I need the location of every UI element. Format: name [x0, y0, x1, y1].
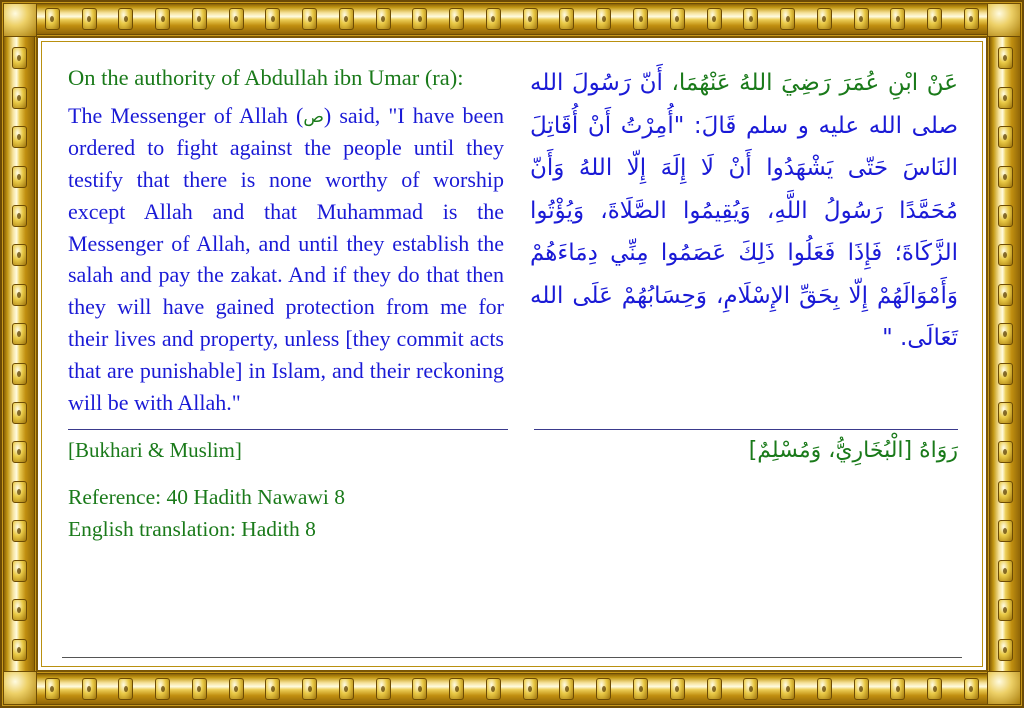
frame-corner-ornament	[3, 3, 37, 37]
column-spacer	[510, 54, 524, 419]
arabic-hadith-text	[530, 62, 958, 360]
text-columns	[58, 54, 966, 419]
english-divider	[68, 429, 508, 430]
frame-corner-ornament	[3, 671, 37, 705]
reference-line: Reference: 40 Hadith Nawawi 8	[68, 484, 346, 509]
gold-frame-band-top	[3, 3, 1021, 35]
english-hadith-text	[68, 100, 504, 419]
english-source: [Bukhari & Muslim]	[68, 437, 242, 462]
divider-gap	[508, 429, 534, 430]
narrator-line: On the authority of Abdullah ibn Umar (ra):	[68, 65, 464, 90]
source-row	[58, 438, 966, 463]
hadith-content	[44, 44, 980, 664]
footer-divider	[62, 657, 962, 658]
english-column	[58, 54, 510, 419]
english-translation-line: English translation: Hadith 8	[68, 517, 316, 542]
divider-row	[58, 429, 966, 430]
arabic-divider	[534, 429, 958, 430]
arabic-matn: أَنّ رَسُولَ الله صلى الله عليه و سلم قَالَ: "أُمِرْتُ أَنْ أُقَاتِلَ النَاسَ حَتّى يَشْهَدُوا أَنْ لَا إِلَهَ إِلّا اللهُ وَأَنّ مُحَمَّدًا رَسُولُ اللَّهِ، وَيُقِيمُوا الصَّلَاةَ، وَيُؤْتُوا الزَّكَاةَ؛ فَإِذَا فَعَلُوا ذَلِكَ عَصَمُوا مِنِّي دِمَاءَهُمْ وَأَمْوَالَهُمْ إِلّا بِحَقِّ الإِسْلَامِ، وَحِسَابُهُمْ عَلَى الله تَعَالَى. "	[530, 70, 958, 352]
gold-frame-band-left	[3, 3, 35, 705]
arabic-source: رَوَاهُ [الْبُخَارِيُّ، وَمُسْلِمٌ]	[748, 437, 958, 463]
english-text-prefix: The Messenger of Allah (	[68, 102, 304, 128]
english-text-body: ) said, "I have been ordered to fight against the people until they testify that there is none worthy of worship except Allah and that Muhammad is the Messenger of Allah, and until they establish the salah and pay the zakat. And if they do that then they will have gained protection from me for their lives and property, unless [they commit acts that are punishable] in Islam, and their reckoning will be with Allah."	[68, 102, 504, 415]
gold-frame-band-bottom	[3, 673, 1021, 705]
frame-corner-ornament	[987, 3, 1021, 37]
gold-frame-band-right	[989, 3, 1021, 705]
arabic-column	[524, 54, 966, 419]
salla-allahu-alayhi-wasallam-icon: ص	[303, 106, 324, 126]
frame-corner-ornament	[987, 671, 1021, 705]
arabic-chain-of-narration: عَنْ ابْنِ عُمَرَ رَضِيَ اللهُ عَنْهُمَا،	[671, 70, 959, 96]
reference-block	[58, 481, 966, 546]
